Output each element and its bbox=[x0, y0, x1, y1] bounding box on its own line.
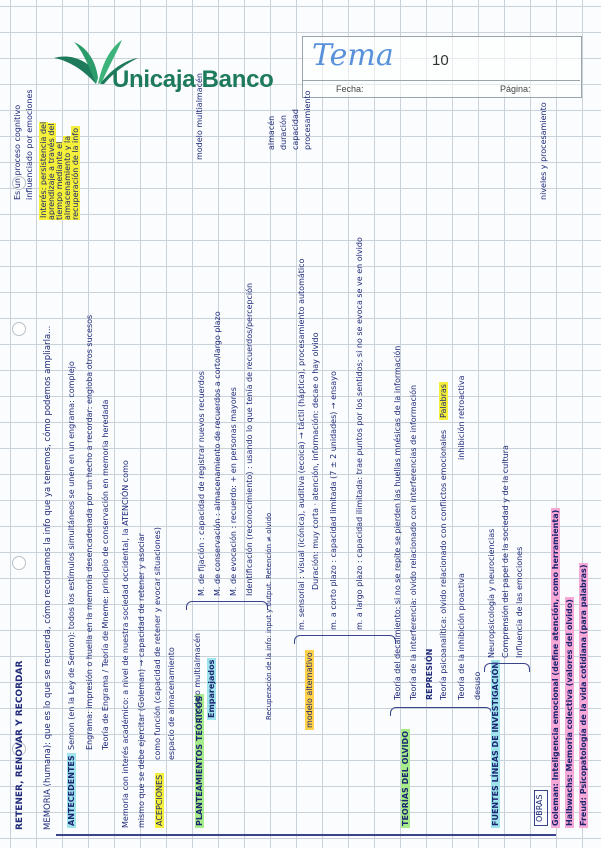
obra-2: Halbwachs: Memoria colectiva (valores del olvido) bbox=[565, 599, 574, 826]
procesamiento-note: procesamiento bbox=[303, 90, 312, 150]
acepciones-label: ACEPCIONES bbox=[155, 774, 164, 826]
teorias-olvido-label: TEORÍAS DEL OLVIDO bbox=[401, 731, 410, 826]
niveles-note: niveles y procesamiento bbox=[539, 102, 548, 200]
memoria-mismo: mismo que se debe ejercitar (Goleman) → capacidad de retener y asociar bbox=[137, 533, 146, 828]
tema-title: Tema bbox=[312, 38, 394, 73]
main-spine bbox=[56, 834, 556, 836]
planteamientos-label: PLANTEAMIENTOS TEÓRICOS bbox=[195, 695, 204, 826]
fecha-label: Fecha: bbox=[336, 84, 364, 94]
acepciones-line-1: como función (capacidad de retener y evocar situaciones) bbox=[153, 527, 162, 760]
corto-plazo-text: m. a corto plazo : capacidad limitada (7 ± 2 unidades) → ensayo bbox=[329, 371, 338, 630]
recuperacion-note: Recuperación de la info: input y output. Retención ≠ olvido bbox=[265, 512, 273, 720]
side-note-3: Interés: persistencia del aprendizaje a través del tiempo mediante el almacenamiento y la recuperación de la info bbox=[39, 121, 80, 220]
multialmacen-note: modelo multialmacén bbox=[195, 72, 204, 160]
modelo-multialmacen: modelo multialmacén bbox=[193, 632, 202, 720]
duracion-text: Duración: muy corta · atención, información: decae o hay olvido bbox=[311, 332, 320, 590]
brand-name: Unicaja Banco bbox=[112, 66, 274, 93]
desuso-label: desuso bbox=[473, 671, 482, 700]
side-note-2: influenciado por emociones bbox=[25, 89, 34, 200]
evocacion-text: M. de evocación : recuerdo: + en personas mayores bbox=[229, 387, 238, 596]
capacidad-note: capacidad bbox=[291, 109, 300, 150]
almacen-note: almacén bbox=[267, 115, 276, 150]
fijacion-text: M. de fijación : capacidad de registrar nuevos recuerdos bbox=[197, 371, 206, 596]
fuentes-brace bbox=[484, 663, 530, 672]
inhibicion-retroactiva: inhibición retroactiva bbox=[457, 375, 466, 460]
memoria-interes: Memoria con interés académico: a nivel de nuestra sociedad occidental, la ATENCIÓN como bbox=[121, 460, 130, 828]
modelo-brace bbox=[294, 635, 396, 644]
acepciones-line-2: espacio de almacenamiento bbox=[167, 647, 176, 760]
pagina-label: Página: bbox=[500, 84, 531, 94]
identificacion-text: Identificación (reconocimiento) : usando lo que tenía de recuerdos/percepción bbox=[245, 282, 254, 596]
obra-1: Goleman: Inteligencia emocional (define atención, como herramienta) bbox=[551, 509, 560, 826]
duracion-note: duración bbox=[279, 115, 288, 150]
antecedentes-line-2: Engrama: impresión o huella en la memoria desencadenada por un hecho a recordar: engloba otros sucesos bbox=[85, 314, 94, 750]
planteamientos-brace bbox=[186, 601, 268, 610]
sensorial-text: m. sensorial : visual (icónica), auditiva (ecoica) → táctil (háptica), procesamiento automático bbox=[297, 258, 306, 630]
obra-3: Freud: Psicopatología de la vida cotidiana (para palabras) bbox=[579, 564, 588, 826]
conservacion-text: M. de conservación : almacenamiento de recuerdos a corto/largo plazo bbox=[213, 311, 222, 596]
obras-label: OBRAS bbox=[535, 794, 544, 822]
modelo-alternativo: modelo alternativo bbox=[305, 652, 314, 728]
emparejados-label: Emparejados bbox=[207, 659, 216, 718]
teoria-inhibicion: Teoría de la inhibición proactiva bbox=[457, 573, 466, 700]
represion-label: REPRESIÓN bbox=[425, 648, 434, 700]
notes-title: RETENER, RENOVAR Y RECORDAR bbox=[15, 660, 25, 830]
fuentes-item-2: Comprensión del papel de la sociedad y de la cultura bbox=[501, 445, 510, 658]
largo-plazo-text: m. a largo plazo : capacidad ilimitada: trae puntos por los sentidos; si no se evoca se ve en olvido bbox=[355, 237, 364, 630]
antecedentes-label: ANTECEDENTES bbox=[67, 755, 76, 826]
fuentes-item-1: Neuropsicología y neurociencias bbox=[487, 528, 496, 658]
antecedentes-line-3: Teoría de Engrama / Teoría de Mneme: principio de conservación en memoria heredada bbox=[101, 399, 110, 750]
side-note-1: Es un proceso cognitivo bbox=[13, 104, 22, 200]
teoria-interferencia: Teoría de la interferencia: olvido relacionado con interferencias de información bbox=[409, 384, 418, 700]
fuentes-label: FUENTES LÍNEAS DE INVESTIGACIÓN bbox=[491, 661, 500, 826]
fuentes-item-3: Influencia de las emociones bbox=[515, 546, 524, 658]
antecedentes-line-1: Semon (en la Ley de Semon): todos los estímulos simultáneos se unen en un engrama: complejo bbox=[67, 361, 76, 750]
memoria-definition: MEMORIA (humana): que es lo que se recuerda, cómo recordamos la info que ya tenemos, cómo podemos ampliarla... bbox=[43, 325, 53, 830]
teoria-decaimiento: Teoría del decaimiento: si no se repite se pierden las huellas mnésicas de la información bbox=[393, 345, 402, 700]
olvido-brace bbox=[390, 707, 492, 716]
palabras-label: Palabras bbox=[439, 384, 448, 418]
tema-number: 10 bbox=[432, 52, 449, 69]
teoria-psicoanalitica: Teoría psicoanalítica: olvido relacionado con conflictos emocionales bbox=[439, 429, 448, 700]
